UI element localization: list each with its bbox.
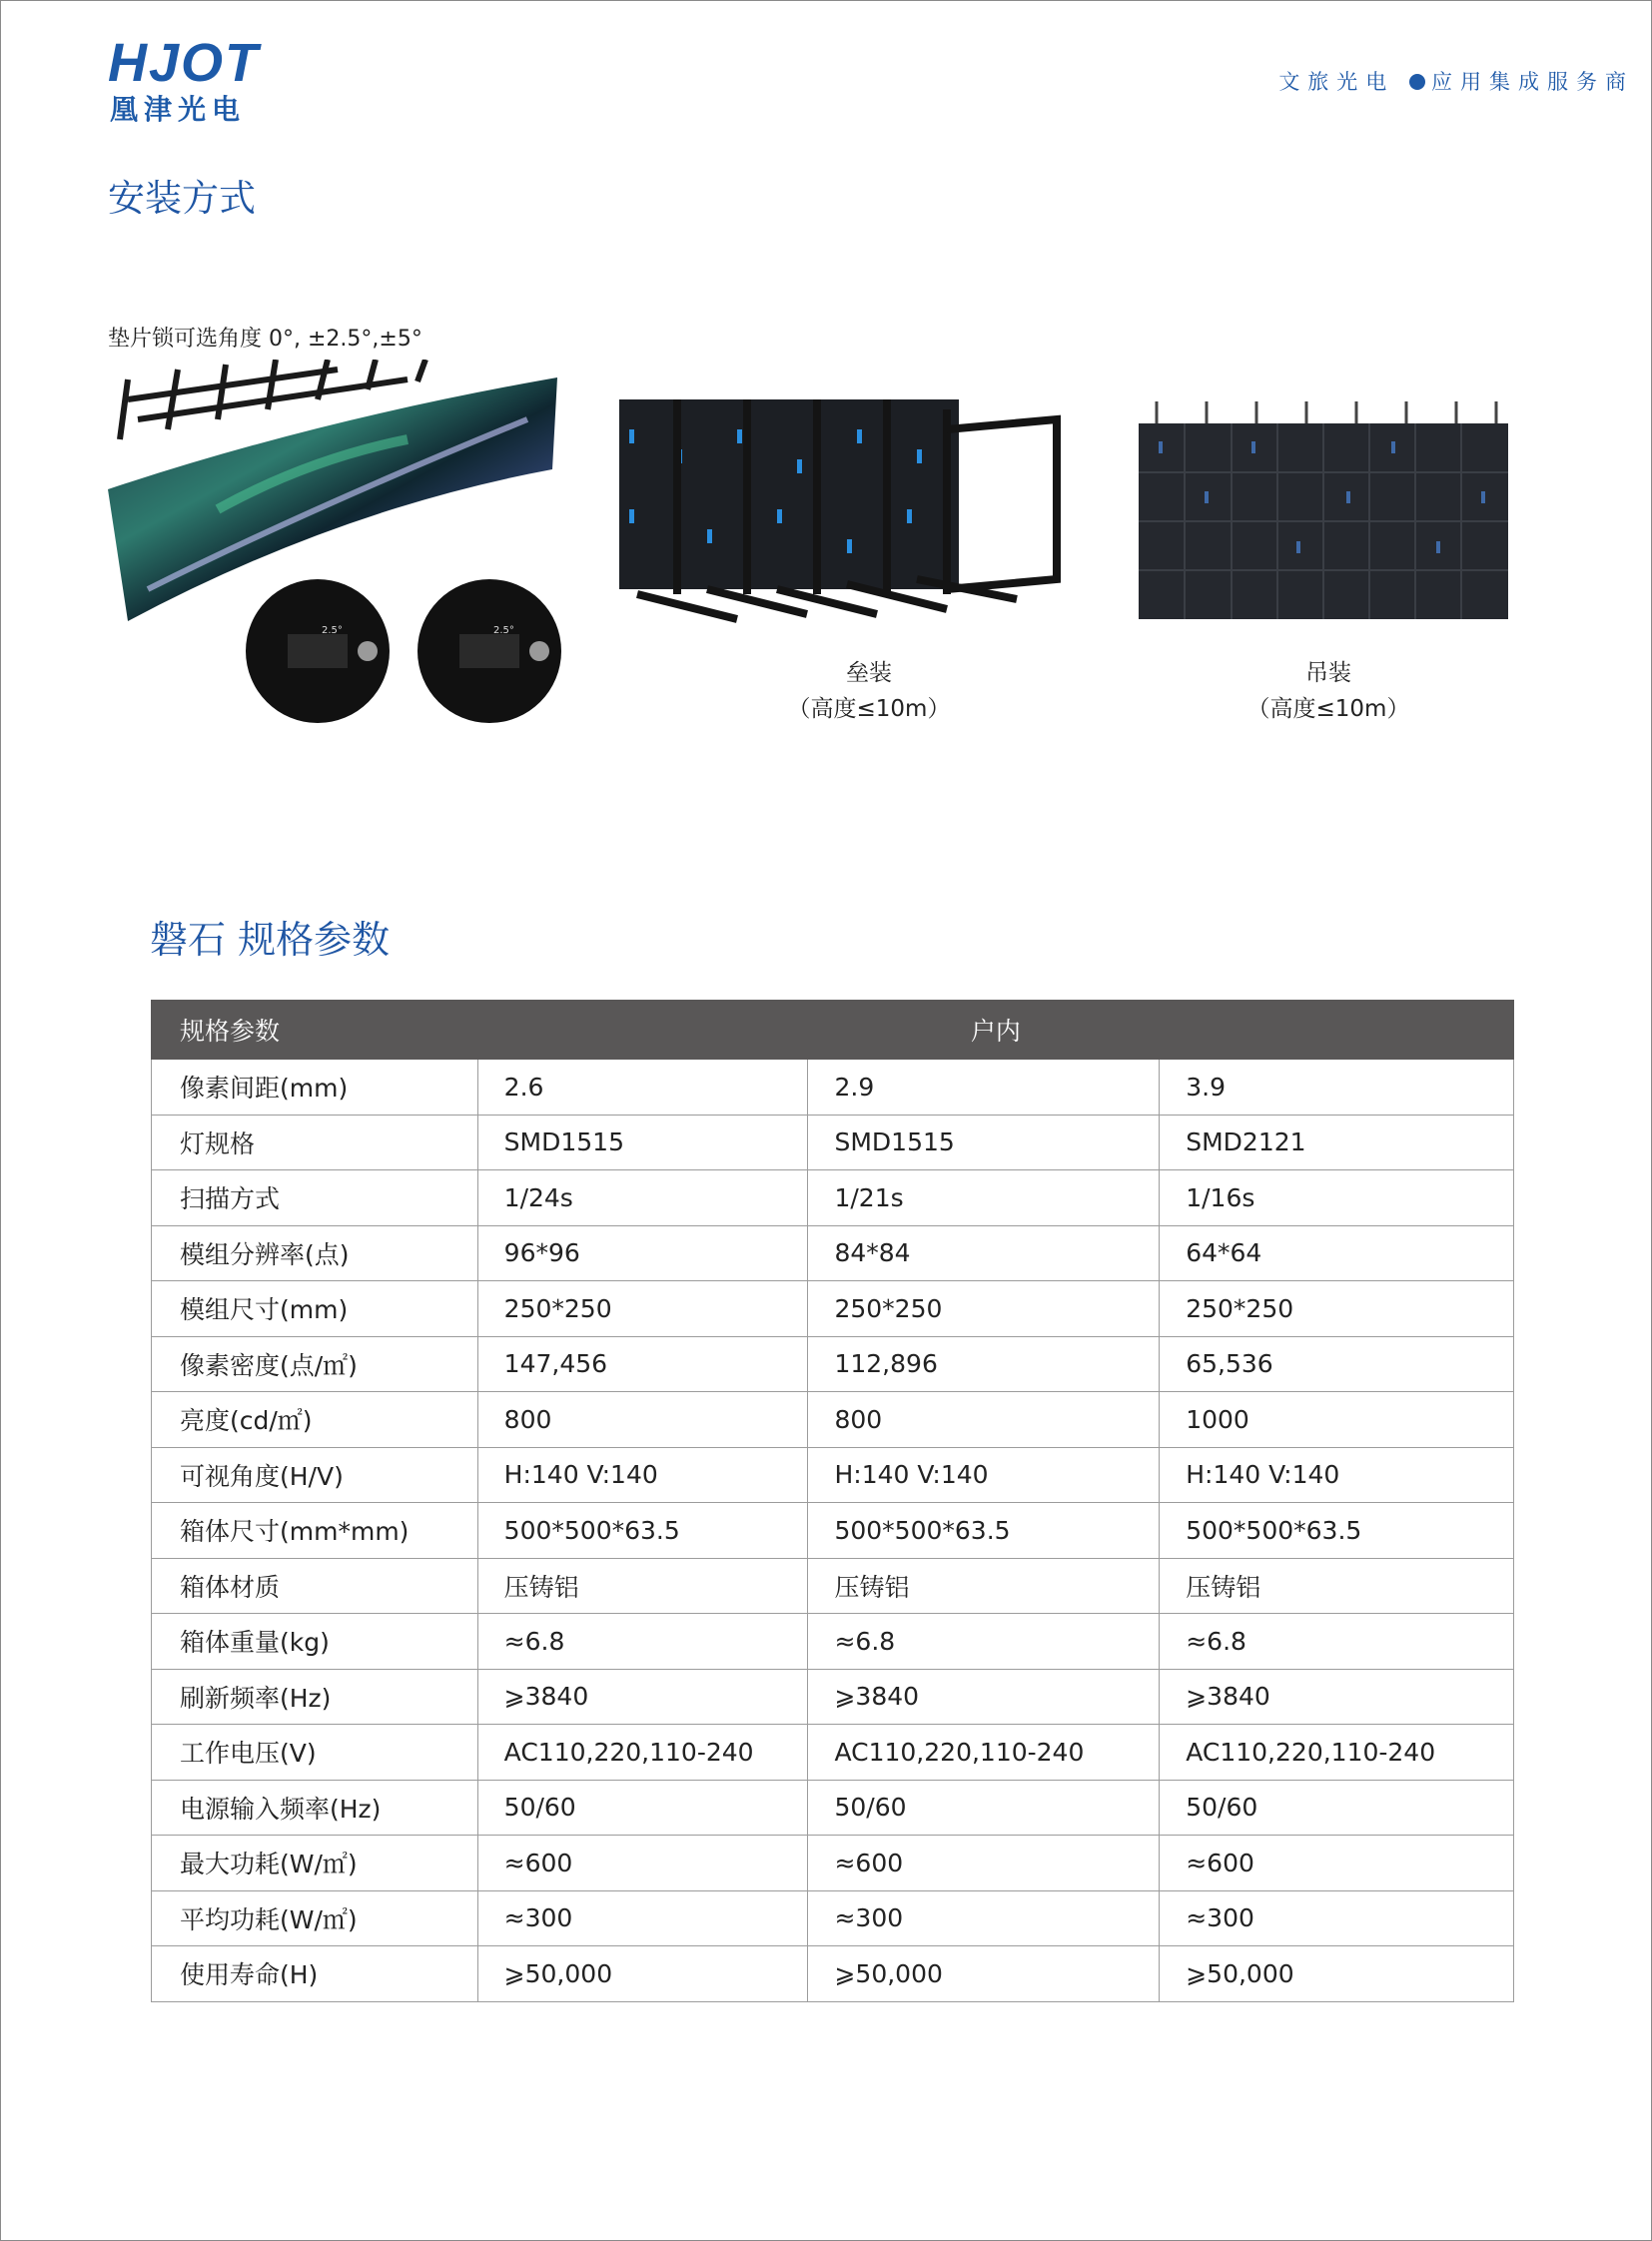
cell-value: 250*250 xyxy=(1160,1281,1514,1337)
spec-table-header xyxy=(152,1001,1514,1060)
cell-value: H:140 V:140 xyxy=(1160,1447,1514,1503)
cell-value: 压铸铝 xyxy=(477,1558,808,1614)
brand-logo: HJOT xyxy=(108,33,261,93)
table-row xyxy=(152,1281,1514,1337)
table-row xyxy=(152,1225,1514,1281)
cell-value: 65,536 xyxy=(1160,1336,1514,1392)
cell-value: 1000 xyxy=(1160,1392,1514,1448)
curved-screen-figure xyxy=(108,360,567,731)
row-label: 灯规格 xyxy=(152,1115,478,1170)
row-label: 平均功耗(W/㎡) xyxy=(152,1890,478,1946)
row-label: 箱体尺寸(mm*mm) xyxy=(152,1503,478,1559)
table-row xyxy=(152,1115,1514,1170)
hang-install-caption xyxy=(1199,655,1458,727)
cell-value: 50/60 xyxy=(477,1780,808,1836)
cell-value: ≈300 xyxy=(808,1890,1160,1946)
cell-value: 500*500*63.5 xyxy=(808,1503,1160,1559)
table-row xyxy=(152,1503,1514,1559)
cell-value: 1/24s xyxy=(477,1170,808,1226)
cell-value: 压铸铝 xyxy=(808,1558,1160,1614)
cell-value: 2.6 xyxy=(477,1060,808,1116)
tagline-left: 文旅光电 xyxy=(1278,70,1395,94)
bullet-dot-icon xyxy=(1409,74,1425,90)
table-row xyxy=(152,1725,1514,1781)
row-label: 电源输入频率(Hz) xyxy=(152,1780,478,1836)
cell-value: H:140 V:140 xyxy=(477,1447,808,1503)
cell-value: H:140 V:140 xyxy=(808,1447,1160,1503)
row-label: 扫描方式 xyxy=(152,1170,478,1226)
angle-label: 2.5° xyxy=(493,625,514,636)
table-row xyxy=(152,1336,1514,1392)
row-label: 像素密度(点/㎡) xyxy=(152,1336,478,1392)
tagline xyxy=(1278,66,1634,96)
cell-value: 147,456 xyxy=(477,1336,808,1392)
table-row xyxy=(152,1946,1514,2002)
cell-value: 1/16s xyxy=(1160,1170,1514,1226)
row-label: 像素间距(mm) xyxy=(152,1060,478,1116)
cell-value: SMD1515 xyxy=(808,1115,1160,1170)
cell-value: 800 xyxy=(808,1392,1160,1448)
shim-angle-note: 垫片锁可选角度 0°, ±2.5°,±5° xyxy=(108,327,422,352)
hang-install-note: （高度≤10m） xyxy=(1246,696,1410,722)
hang-install-figure xyxy=(1137,401,1512,623)
table-row xyxy=(152,1614,1514,1670)
row-label: 使用寿命(H) xyxy=(152,1946,478,2002)
cell-value: 2.9 xyxy=(808,1060,1160,1116)
angle-label: 2.5° xyxy=(322,625,343,636)
hang-install-title: 吊装 xyxy=(1305,660,1351,686)
cell-value: ⩾3840 xyxy=(808,1669,1160,1725)
table-row xyxy=(152,1060,1514,1116)
cell-value: 1/21s xyxy=(808,1170,1160,1226)
cell-value: ≈600 xyxy=(808,1836,1160,1891)
stack-install-title: 垒装 xyxy=(846,660,892,686)
row-label: 模组分辨率(点) xyxy=(152,1225,478,1281)
table-row xyxy=(152,1780,1514,1836)
cell-value: 500*500*63.5 xyxy=(1160,1503,1514,1559)
cell-value: 64*64 xyxy=(1160,1225,1514,1281)
table-row xyxy=(152,1558,1514,1614)
header-spec-params: 规格参数 xyxy=(152,1001,478,1060)
stack-install-note: （高度≤10m） xyxy=(787,696,951,722)
table-row xyxy=(152,1170,1514,1226)
stack-install-figure xyxy=(617,389,1081,629)
row-label: 刷新频率(Hz) xyxy=(152,1669,478,1725)
cell-value: AC110,220,110-240 xyxy=(1160,1725,1514,1781)
cell-value: 250*250 xyxy=(808,1281,1160,1337)
row-label: 亮度(cd/㎡) xyxy=(152,1392,478,1448)
cell-value: ≈300 xyxy=(1160,1890,1514,1946)
cell-value: ⩾50,000 xyxy=(808,1946,1160,2002)
row-label: 工作电压(V) xyxy=(152,1725,478,1781)
cell-value: 84*84 xyxy=(808,1225,1160,1281)
tagline-right: 应用集成服务商 xyxy=(1431,70,1634,94)
cell-value: ⩾50,000 xyxy=(477,1946,808,2002)
stack-install-caption xyxy=(739,655,999,727)
cell-value: ≈6.8 xyxy=(808,1614,1160,1670)
cell-value: ≈600 xyxy=(477,1836,808,1891)
spec-table xyxy=(151,1000,1514,2002)
cell-value: 96*96 xyxy=(477,1225,808,1281)
cell-value: 3.9 xyxy=(1160,1060,1514,1116)
cell-value: ≈300 xyxy=(477,1890,808,1946)
row-label: 箱体材质 xyxy=(152,1558,478,1614)
cell-value: 112,896 xyxy=(808,1336,1160,1392)
table-row xyxy=(152,1392,1514,1448)
cell-value: AC110,220,110-240 xyxy=(808,1725,1160,1781)
table-row xyxy=(152,1669,1514,1725)
cell-value: ≈6.8 xyxy=(477,1614,808,1670)
spec-heading: 磐石 规格参数 xyxy=(150,918,391,962)
cell-value: 50/60 xyxy=(808,1780,1160,1836)
cell-value: SMD1515 xyxy=(477,1115,808,1170)
cell-value: 800 xyxy=(477,1392,808,1448)
table-row xyxy=(152,1447,1514,1503)
table-row xyxy=(152,1890,1514,1946)
cell-value: 500*500*63.5 xyxy=(477,1503,808,1559)
cell-value: ⩾3840 xyxy=(477,1669,808,1725)
cell-value: AC110,220,110-240 xyxy=(477,1725,808,1781)
cell-value: ⩾3840 xyxy=(1160,1669,1514,1725)
row-label: 模组尺寸(mm) xyxy=(152,1281,478,1337)
cell-value: ≈6.8 xyxy=(1160,1614,1514,1670)
cell-value: ≈600 xyxy=(1160,1836,1514,1891)
cell-value: 250*250 xyxy=(477,1281,808,1337)
install-heading: 安装方式 xyxy=(108,177,256,220)
row-label: 可视角度(H/V) xyxy=(152,1447,478,1503)
cell-value: 压铸铝 xyxy=(1160,1558,1514,1614)
cell-value: ⩾50,000 xyxy=(1160,1946,1514,2002)
brand-logo-subtitle: 凰津光电 xyxy=(110,93,247,126)
row-label: 最大功耗(W/㎡) xyxy=(152,1836,478,1891)
cell-value: 50/60 xyxy=(1160,1780,1514,1836)
header-indoor: 户内 xyxy=(477,1001,1513,1060)
table-row xyxy=(152,1836,1514,1891)
cell-value: SMD2121 xyxy=(1160,1115,1514,1170)
row-label: 箱体重量(kg) xyxy=(152,1614,478,1670)
